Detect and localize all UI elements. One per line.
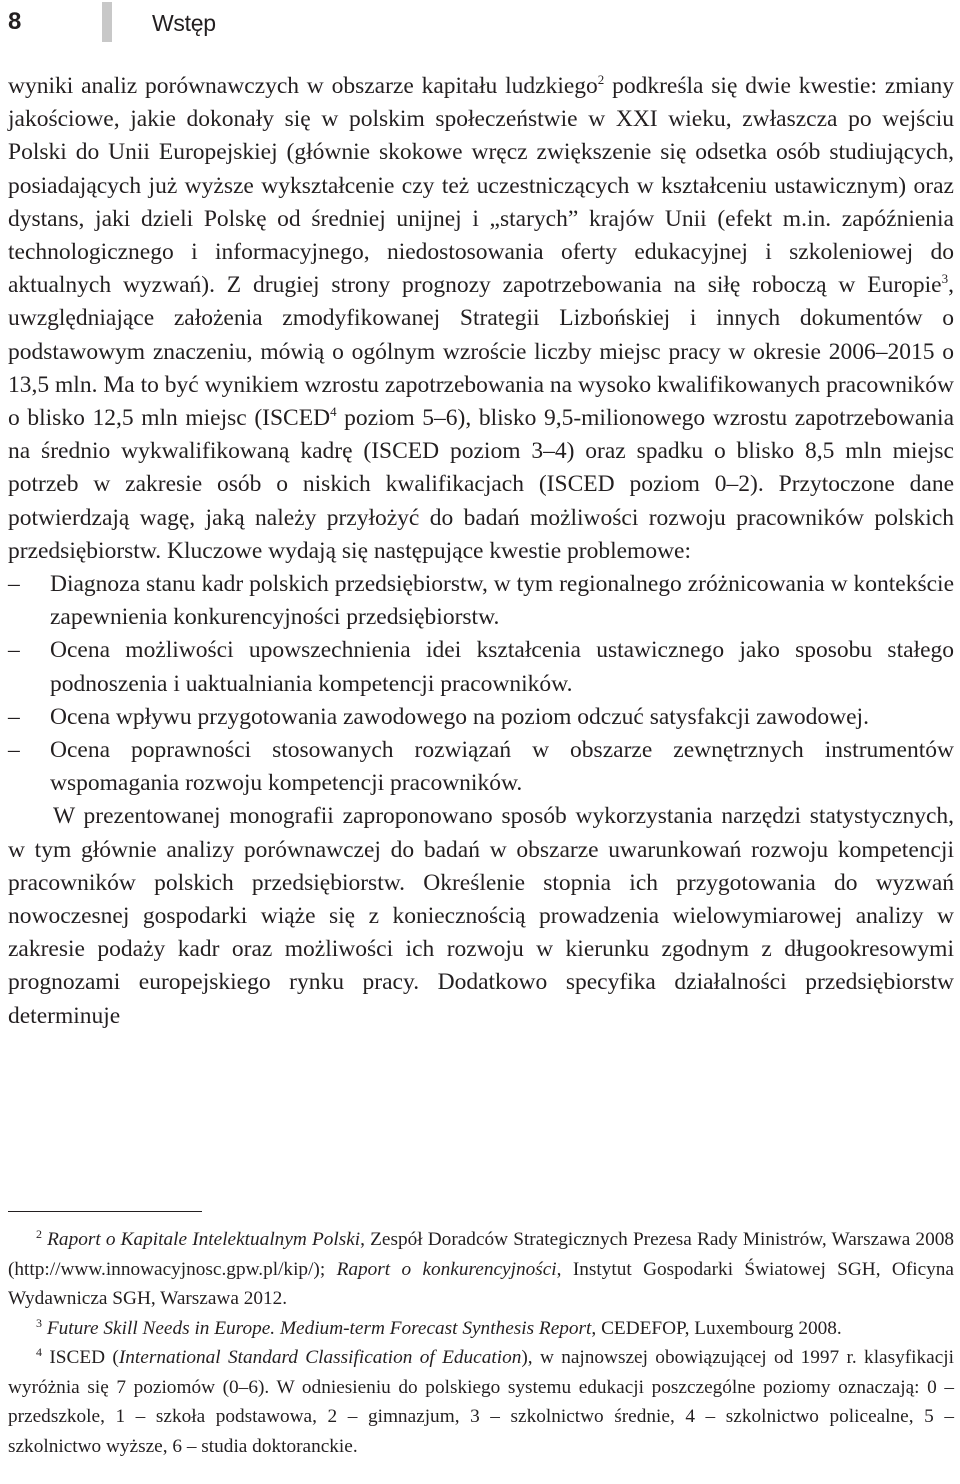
- footnote-text: ISCED (: [49, 1347, 119, 1368]
- list-item-text: Ocena możliwości upowszechnienia idei kształcenia ustawicznego jako sposobu stałego podnoszenia i uaktualniania kompetencji pracowników.: [50, 637, 954, 697]
- paragraph-1-text-b: podkreśla się dwie kwestie: zmiany jakościowe, jakie dokonały się w polskim społeczeństwie w XXI wieku, zwłaszcza po wejściu Polski do Unii Europejskiej (głównie skokowe wręcz zwiększenie się odsetka osób studiujących, posiadających już wyższe wykształcenie czy też uczestniczących w kształceniu ustawicznym) oraz dystans, jaki dzieli Polskę od średniej unijnej i „starych” krajów Unii (efekt m.in. zapóźnienia technologicznego i informacyjnego, niedostosowania oferty edukacyjnej i szkoleniowej do aktualnych wyzwań). Z drugiej strony prognozy zapotrzebowania na siłę roboczą w Europie: [8, 73, 954, 299]
- footnote-number: 2: [36, 1227, 42, 1241]
- section-title: Wstęp: [152, 10, 216, 36]
- list-item-text: Diagnoza stanu kadr polskich przedsiębiorstw, w tym regionalnego zróżnicowania w kontekście zapewnienia konkurencyjności przedsiębiorstw.: [50, 571, 954, 631]
- footnote-ref-4: 4: [330, 404, 337, 420]
- list-item: [8, 701, 954, 734]
- footnote-4: [8, 1343, 954, 1461]
- footnote-title: Raport o Kapitale Intelektualnym Polski: [47, 1229, 361, 1250]
- page-number: 8: [8, 8, 22, 35]
- paragraph-1-text-a: wyniki analiz porównawczych w obszarze kapitału ludzkiego: [8, 73, 598, 99]
- paragraph-1-text-d: poziom 5–6), blisko 9,5-milionowego wzrostu zapotrzebowania na średnio wykwalifikowaną kadrę (ISCED poziom 3–4) oraz spadku o blisko 8,5 mln miejsc potrzeb w zakresie osób o niskich kwalifikacjach (ISCED poziom 0–2). Przytoczone dane potwierdzają wagę, jaką należy przyłożyć do badań możliwości rozwoju pracowników polskich przedsiębiorstw. Kluczowe wydają się następujące kwestie problemowe:: [8, 405, 954, 564]
- dash-bullet: –: [8, 737, 20, 764]
- footnote-title: Raport o konkurencyjności: [336, 1258, 557, 1280]
- main-text: [8, 70, 954, 1033]
- footnote-number: 3: [36, 1315, 42, 1330]
- footnote-title: Future Skill Needs in Europe. Medium-term Forecast Synthesis Report: [46, 1317, 592, 1339]
- footnote-ref-2: 2: [597, 72, 605, 87]
- dash-bullet: –: [8, 571, 20, 598]
- list-item-text: Ocena poprawności stosowanych rozwiązań w obszarze zewnętrznych instrumentów wspomagania rozwoju kompetencji pracowników.: [50, 737, 954, 797]
- footnote-ref-3: 3: [941, 271, 949, 287]
- footnote-text: , Instytut Gospodarki Światowej SGH, Oficyna Wydawnicza SGH, Warszawa 2012.: [8, 1258, 954, 1309]
- list-item: [8, 568, 954, 634]
- footnote-text: , CEDEFOP, Luxembourg 2008.: [591, 1317, 842, 1339]
- list-item: [8, 734, 954, 800]
- footnote-3: [8, 1314, 954, 1344]
- paragraph-1-text-c: , uwzględniające założenia zmodyfikowanej Strategii Lizbońskiej i innych dokumentów o podstawowym znaczeniu, mówią o ogólnym wzroście liczby miejsc pracy w okresie 2006–2015 o 13,5 mln. Ma to być wynikiem wzrostu zapotrzebowania na wysoko kwalifikowanych pracowników o blisko 12,5 mln miejsc (ISCED: [8, 272, 954, 432]
- paragraph-1: [8, 70, 954, 568]
- footnote-separator: [8, 1211, 202, 1212]
- footnote-title: International Standard Classification of Education: [118, 1347, 522, 1368]
- paragraph-2: W prezentowanej monografii zaproponowano sposób wykorzystania narzędzi statystycznych, w tym głównie analizy porównawczej do badań w obszarze uwarunkowań rozwoju kompetencji pracowników polskich przedsiębiorstw. Określenie stopnia ich przygotowania do wyzwań nowoczesnej gospodarki wiąże się z koniecznością prowadzenia wielowymiarowej analizy w zakresie podaży kadr oraz możliwości ich rozwoju w kierunku zgodnym z długookresowymi prognozami europejskiego rynku pracy. Dodatkowo specyfika działalności przedsiębiorstw determinuje: [8, 803, 954, 1029]
- running-header: [0, 0, 960, 60]
- list-item-text: Ocena wpływu przygotowania zawodowego na poziom odczuć satysfakcji zawodowej.: [50, 703, 869, 730]
- dash-bullet: –: [8, 637, 20, 664]
- footnote-text: , Zespół Doradców Strategicznych Prezesa Rady Ministrów, Warszawa 2008 (http://www.innowacyjnosc.gpw.pl/kip/);: [8, 1229, 954, 1280]
- header-divider-bar: [102, 2, 112, 42]
- list-item: [8, 634, 954, 700]
- footnote-2: [8, 1225, 954, 1314]
- issues-list: [8, 568, 954, 800]
- footnote-text: ), w najnowszej obowiązującej od 1997 r. klasyfikacji wyróżnia się 7 poziomów (0–6). W odniesieniu do polskiego systemu edukacji poszczególne poziomy oznaczają: 0 – przedszkole, 1 – szkoła podstawowa, 2 – gimnazjum, 3 – szkolnictwo średnie, 4 – szkolnictwo policealne, 5 – szkolnictwo wyższe, 6 – studia doktoranckie.: [8, 1347, 955, 1457]
- footnotes: [8, 1225, 954, 1461]
- footnote-number: 4: [36, 1345, 42, 1359]
- dash-bullet: –: [8, 703, 20, 730]
